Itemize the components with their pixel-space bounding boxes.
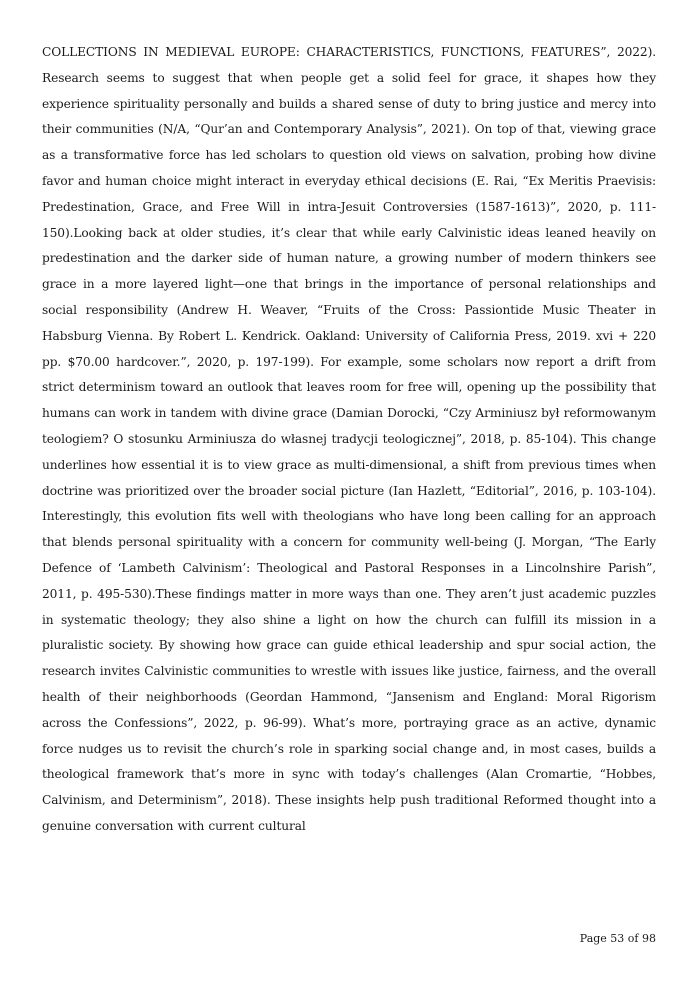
page-number: Page 53 of 98 <box>579 932 656 945</box>
body-paragraph: COLLECTIONS IN MEDIEVAL EUROPE: CHARACTERISTICS, FUNCTIONS, FEATURES”, 2022). Research seems to suggest that when people get a solid feel for grace, it shapes how they experience spirituality personally and builds a shared sense of duty to bring justice and mercy into their communities (N/A, “Qur’an and Contemporary Analysis”, 2021). On top of that, viewing grace as a transformative force has led scholars to question old views on salvation, probing how divine favor and human choice might interact in everyday ethical decisions (E. Rai, “Ex Meritis Praevisis: Predestination, Grace, and Free Will in intra-Jesuit Controversies (1587-1613)”, 2020, p. 111-150).Looking back at older studies, it’s clear that while early Calvinistic ideas leaned heavily on predestination and the darker side of human nature, a growing number of modern thinkers see grace in a more layered light—one that brings in the importance of personal relationships and social responsibility (Andrew H. Weaver, “Fruits of the Cross: Passiontide Music Theater in Habsburg Vienna. By Robert L. Kendrick. Oakland: University of California Press, 2019. xvi + 220 pp. $70.00 hardcover.”, 2020, p. 197-199). For example, some scholars now report a drift from strict determinism toward an outlook that leaves room for free will, opening up the possibility that humans can work in tandem with divine grace (Damian Dorocki, “Czy Arminiusz był reformowanym teologiem? O stosunku Arminiusza do własnej tradycji teologicznej”, 2018, p. 85-104). This change underlines how essential it is to view grace as multi-dimensional, a shift from previous times when doctrine was prioritized over the broader social picture (Ian Hazlett, “Editorial”, 2016, p. 103-104). Interestingly, this evolution fits well with theologians who have long been calling for an approach that blends personal spirituality with a concern for community well-being (J. Morgan, “The Early Defence of ‘Lambeth Calvinism’: Theological and Pastoral Responses in a Lincolnshire Parish”, 2011, p. 495-530).These findings matter in more ways than one. They aren’t just academic puzzles in systematic theology; they also shine a light on how the church can fulfill its mission in a pluralistic society. By showing how grace can guide ethical leadership and spur social action, the research invites Calvinistic communities to wrestle with issues like justice, fairness, and the overall health of their neighborhoods (Geordan Hammond, “Jansenism and England: Moral Rigorism across the Confessions”, 2022, p. 96-99). What’s more, portraying grace as an active, dynamic force nudges us to revisit the church’s role in sparking social change and, in most cases, builds a theological framework that’s more in sync with today’s challenges (Alan Cromartie, “Hobbes, Calvinism, and Determinism”, 2018). These insights help push traditional Reformed thought into a genuine conversation with current cultural <box>42 45 656 833</box>
